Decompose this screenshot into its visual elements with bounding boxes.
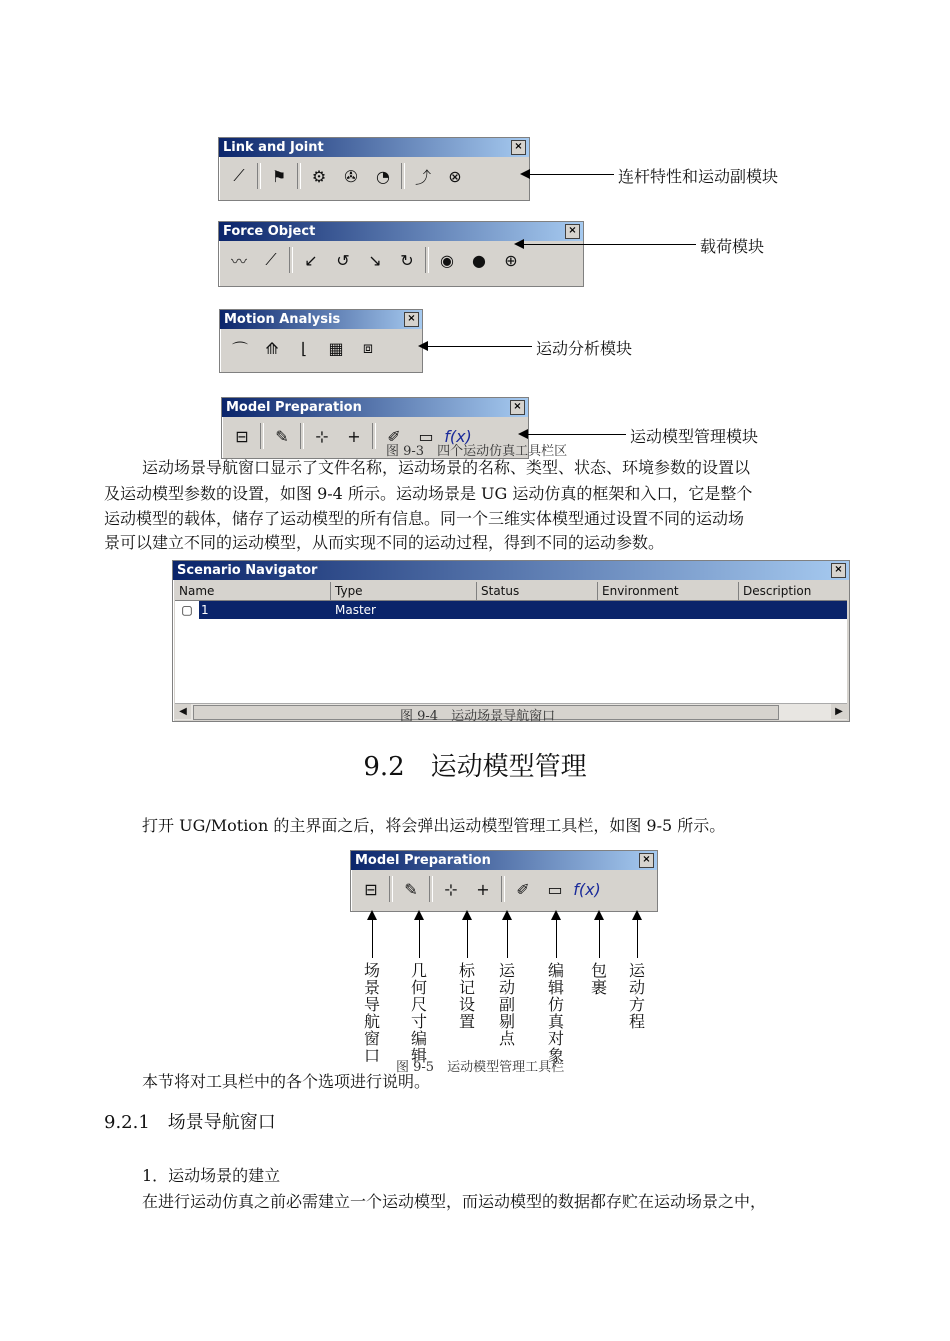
label-arrow [419, 912, 420, 958]
callout-label: 运动分析模块 [536, 339, 633, 358]
figure-caption: 图 9-5 运动模型管理工具栏 [396, 1060, 565, 1075]
spreadsheet-icon[interactable]: ▦ [328, 338, 344, 358]
animation-icon[interactable]: ⌒ [231, 339, 248, 359]
figure-caption: 图 9-3 四个运动仿真工具栏区 [386, 444, 568, 459]
motion-point-icon[interactable]: + [476, 879, 490, 899]
paragraph: 打开 UG/Motion 的主界面之后，将会弹出运动模型管理工具栏，如图 9-5 所示。 [142, 816, 726, 835]
close-icon[interactable]: × [510, 400, 525, 415]
figure-caption: 图 9-4 运动场景导航窗口 [400, 709, 556, 724]
contact-3d-icon[interactable]: ● [472, 250, 486, 270]
toolbar-title [222, 398, 528, 417]
paragraph-line: 景可以建立不同的运动模型，从而实现不同的运动过程，得到不同的运动参数。 [104, 533, 665, 552]
edit-object-icon[interactable]: ✐ [387, 426, 401, 446]
paragraph: 本节将对工具栏中的各个选项进行说明。 [142, 1072, 431, 1091]
close-icon[interactable]: × [511, 140, 526, 155]
label-arrow [637, 912, 638, 958]
separator [501, 876, 505, 902]
bushing-icon[interactable]: ◉ [440, 250, 454, 270]
scenario-navigator-icon[interactable]: ⊟ [235, 426, 249, 446]
gear-icon[interactable]: ⚙ [311, 166, 327, 186]
label-scenario-navigator: 场景导航窗口 [363, 961, 380, 1065]
subsection-heading: 9.2.1 场景导航窗口 [104, 1112, 276, 1133]
toolbar-title-text: Link and Joint [223, 140, 324, 155]
label-arrow [372, 912, 373, 958]
constraint-icon[interactable]: ⊗ [448, 166, 462, 186]
navigator-grid [175, 582, 847, 703]
callout-arrow [522, 174, 614, 175]
marker-icon[interactable]: ⚑ [271, 166, 287, 186]
label-edit-object: 编辑仿真对象 [547, 961, 564, 1065]
model-preparation-toolbar-large [350, 850, 658, 912]
paragraph-line: 运动模型的载体，储存了运动模型的所有信息。同一个三维实体模型通过设置不同的运动场 [104, 509, 745, 528]
marker-setup-icon[interactable]: ⊹ [444, 879, 458, 899]
function-icon[interactable]: f(x) [573, 879, 601, 899]
separator [401, 163, 405, 189]
toolbar-title [351, 851, 657, 870]
list-item: 1．运动场景的建立 [142, 1166, 281, 1185]
contact-2d-icon[interactable]: ⊕ [504, 250, 518, 270]
separator [372, 423, 376, 449]
link-joint-toolbar [218, 137, 530, 201]
window-title [173, 561, 849, 580]
load-transfer-icon[interactable]: ⧈ [362, 338, 374, 357]
gears-icon[interactable]: ✇ [344, 166, 358, 186]
close-icon[interactable]: × [639, 853, 654, 868]
geometry-edit-icon[interactable]: ✎ [275, 426, 289, 446]
column-header-name[interactable]: Name [175, 582, 331, 600]
force-object-toolbar [218, 221, 584, 287]
toolbar-title-text: Force Object [223, 224, 316, 239]
vector-force-icon[interactable]: ↘ [368, 250, 382, 270]
packaging-icon[interactable]: ▭ [418, 426, 434, 446]
separator [425, 247, 429, 273]
label-marker-setup: 标记设置 [458, 961, 475, 1031]
scroll-left-icon[interactable]: ◀ [175, 704, 191, 719]
callout-arrow [520, 434, 626, 435]
vector-torque-icon[interactable]: ↻ [400, 250, 414, 270]
damper-icon[interactable]: ⟋ [265, 250, 277, 269]
row-name[interactable]: 1 [199, 601, 331, 619]
separator [300, 423, 304, 449]
separator [429, 876, 433, 902]
section-heading: 9.2 运动模型管理 [363, 752, 587, 782]
scroll-right-icon[interactable]: ▶ [831, 704, 847, 719]
edit-object-icon[interactable]: ✐ [516, 879, 530, 899]
link-icon[interactable]: ⟋ [233, 166, 245, 185]
motion-point-icon[interactable]: + [347, 426, 361, 446]
callout-label: 运动模型管理模块 [630, 427, 759, 446]
separator [389, 876, 393, 902]
cam-icon[interactable]: ◔ [376, 166, 390, 186]
motion-analysis-toolbar [219, 309, 423, 373]
callout-label: 载荷模块 [700, 237, 765, 256]
close-icon[interactable]: × [831, 563, 846, 578]
table-row[interactable] [175, 601, 847, 619]
callout-arrow [420, 346, 532, 347]
callout-label: 连杆特性和运动副模块 [618, 167, 779, 186]
close-icon[interactable]: × [565, 224, 580, 239]
toolbar-title-text: Model Preparation [226, 400, 362, 415]
callout-arrow [516, 244, 696, 245]
column-header-status[interactable]: Status [477, 582, 598, 600]
separator [260, 423, 264, 449]
column-header-environment[interactable]: Environment [598, 582, 739, 600]
scenario-navigator-icon[interactable]: ⊟ [364, 879, 378, 899]
toolbar-title-text: Model Preparation [355, 853, 491, 868]
grid-header [175, 582, 847, 601]
label-arrow [556, 912, 557, 958]
window-title-text: Scenario Navigator [177, 563, 318, 578]
scenario-icon: ▢ [181, 603, 193, 617]
spring-icon[interactable]: 〰 [230, 251, 247, 271]
scenario-navigator-window [172, 560, 850, 722]
label-motion-point: 运动副剔点 [498, 961, 515, 1048]
scalar-torque-icon[interactable]: ↺ [336, 250, 350, 270]
label-packaging: 包裹 [590, 961, 607, 997]
marker-setup-icon[interactable]: ⊹ [315, 426, 329, 446]
row-type: Master [331, 601, 847, 619]
paragraph-line: 运动场景导航窗口显示了文件名称，运动场景的名称、类型、状态、环境参数的设置以 [142, 458, 751, 477]
separator [289, 247, 293, 273]
toolbar-title [220, 310, 422, 329]
articulation-icon[interactable]: ⟰ [265, 338, 279, 358]
paragraph-line: 及运动模型参数的设置，如图 9-4 所示。运动场景是 UG 运动仿真的框架和入口，它是整个 [104, 484, 753, 503]
function-icon[interactable]: f(x) [444, 426, 472, 446]
toolbar-title [219, 138, 529, 157]
separator [297, 163, 301, 189]
toolbar-title [219, 222, 583, 241]
label-arrow [507, 912, 508, 958]
scalar-force-icon[interactable]: ↙ [304, 250, 318, 270]
label-arrow [599, 912, 600, 958]
graph-icon[interactable]: ⌊ [300, 338, 308, 358]
close-icon[interactable]: × [404, 312, 419, 327]
separator [257, 163, 261, 189]
label-geometry-edit: 几何尺寸编辑 [410, 961, 427, 1065]
paragraph: 在进行运动仿真之前必需建立一个运动模型，而运动模型的数据都存贮在运动场景之中， [142, 1192, 767, 1211]
label-arrow [467, 912, 468, 958]
toolbar-title-text: Motion Analysis [224, 312, 341, 327]
packaging-icon[interactable]: ▭ [547, 879, 563, 899]
label-function: 运动方程 [628, 961, 645, 1031]
column-header-type[interactable]: Type [331, 582, 477, 600]
joint-icon[interactable]: ⤴ [414, 167, 431, 187]
geometry-edit-icon[interactable]: ✎ [404, 879, 418, 899]
column-header-description[interactable]: Description [743, 584, 812, 598]
